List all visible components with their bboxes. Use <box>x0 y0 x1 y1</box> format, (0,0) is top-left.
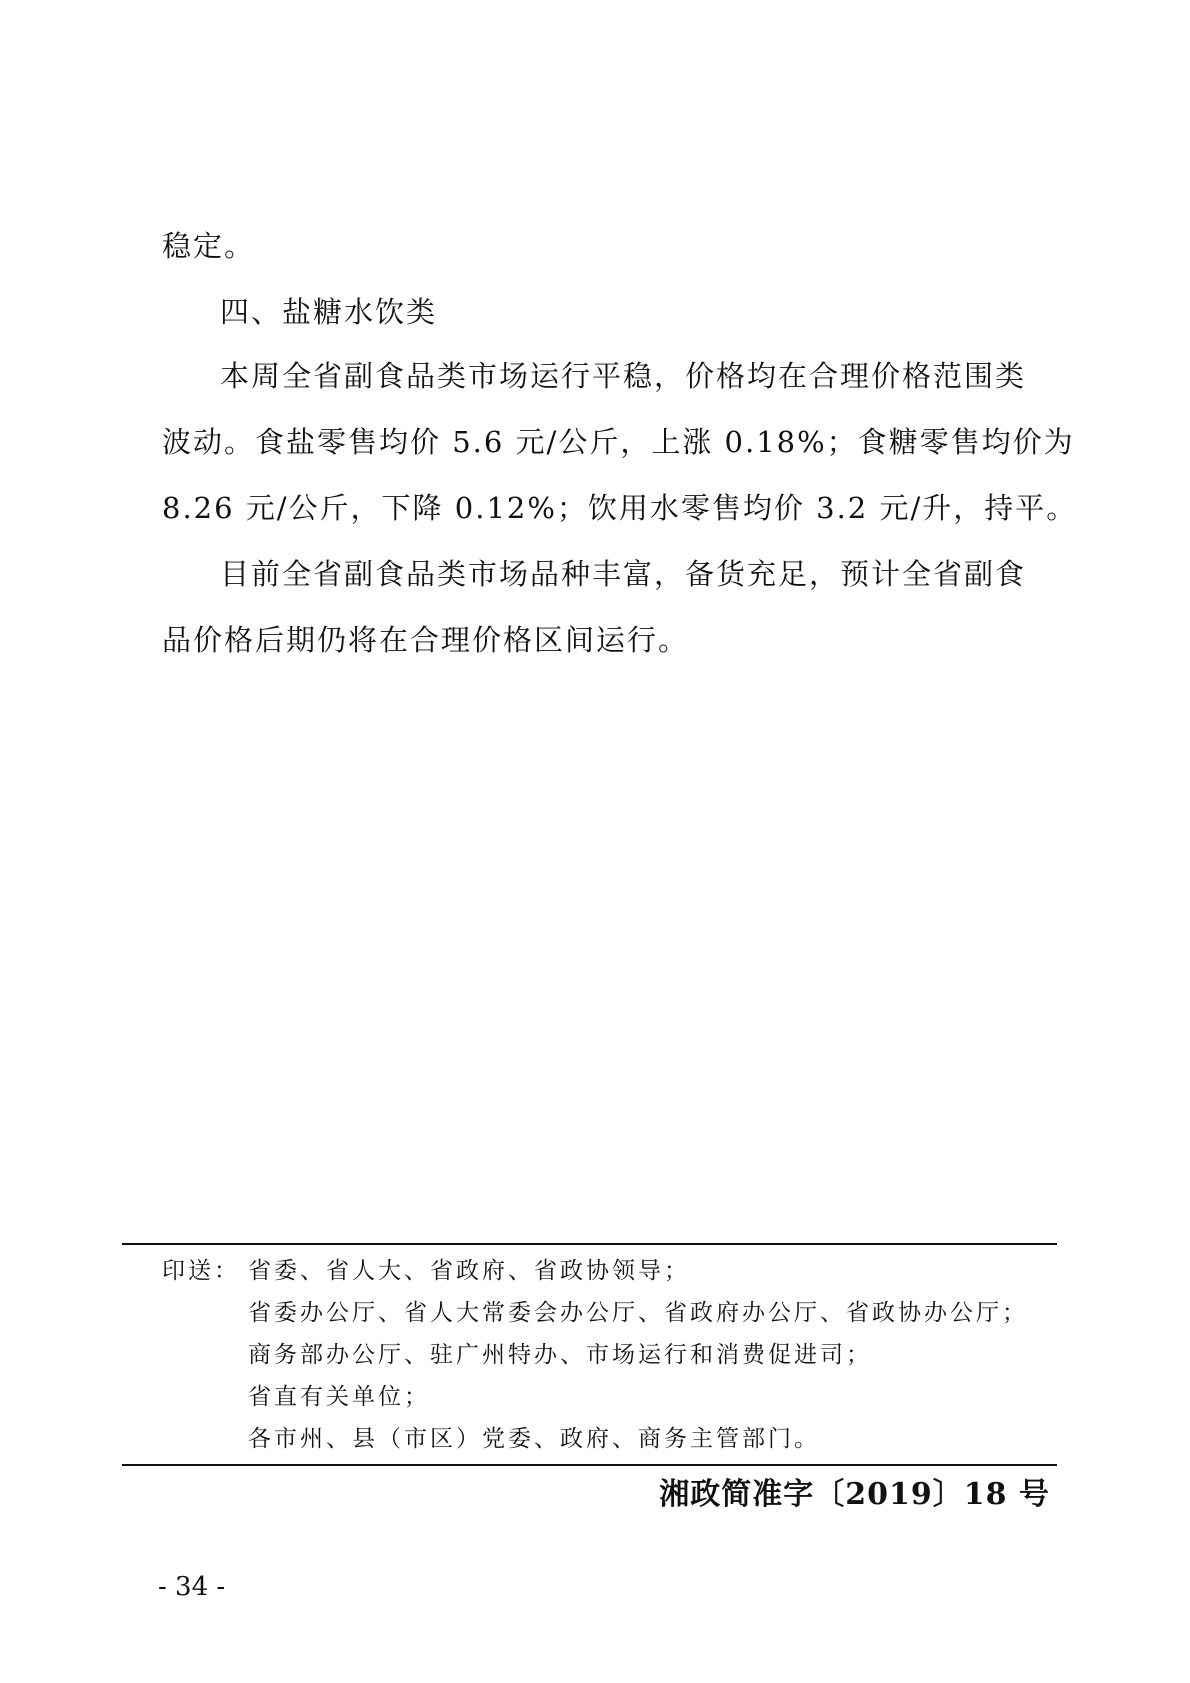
paragraph-line: 目前全省副食品类市场品种丰富，备货充足，预计全省副食 <box>220 557 1027 591</box>
distribution-bottom-rule <box>122 1464 1057 1466</box>
distribution-line: 商务部办公厅、驻广州特办、市场运行和消费促进司； <box>248 1342 872 1368</box>
distribution-line: 省直有关单位； <box>248 1384 430 1410</box>
paragraph-line: 品价格后期仍将在合理价格区间运行。 <box>162 623 690 657</box>
document-number: 湘政简准字〔2019〕18 号 <box>659 1477 1050 1512</box>
paragraph-line: 波动。食盐零售均价 5.6 元/公斤，上涨 0.18%；食糖零售均价为 <box>162 425 1075 459</box>
distribution-top-rule <box>122 1243 1057 1245</box>
page-number: - 34 - <box>158 1572 226 1602</box>
paragraph-line: 8.26 元/公斤，下降 0.12%；饮用水零售均价 3.2 元/升，持平。 <box>162 491 1078 525</box>
paragraph-line: 本周全省副食品类市场运行平稳，价格均在合理价格范围类 <box>220 359 1027 393</box>
distribution-label: 印送： <box>162 1258 240 1284</box>
distribution-line: 各市州、县（市区）党委、政府、商务主管部门。 <box>248 1426 820 1452</box>
section-heading: 四、盐糖水饮类 <box>220 295 438 329</box>
distribution-line: 省委、省人大、省政府、省政协领导； <box>248 1258 690 1284</box>
text-line-continuation: 稳定。 <box>162 229 256 263</box>
distribution-line: 省委办公厅、省人大常委会办公厅、省政府办公厅、省政协办公厅； <box>248 1300 1028 1326</box>
